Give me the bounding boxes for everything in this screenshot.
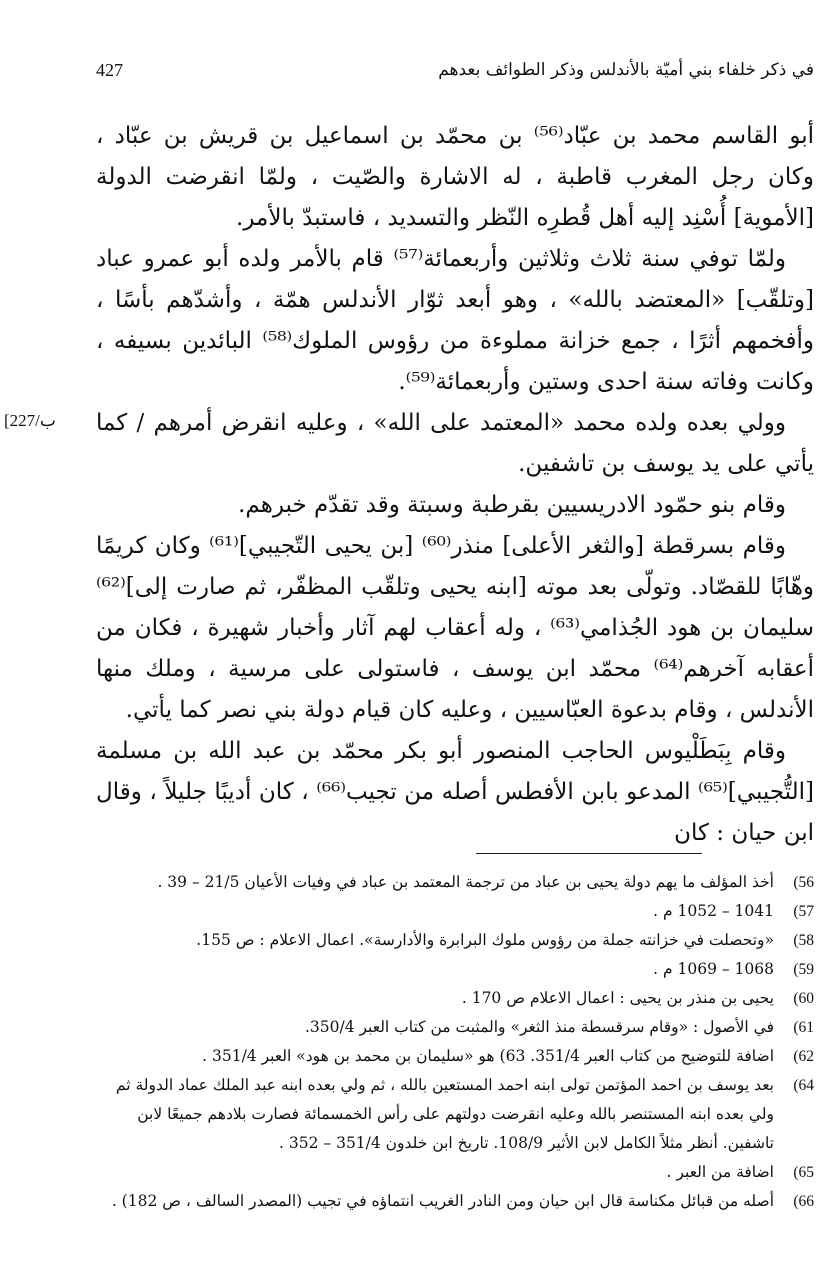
footnote-text: أصله من قبائل مكناسة قال ابن حيان ومن النادر الغريب انتماؤه في تجيب (المصدر السالف ، ص 182) . xyxy=(111,1192,774,1210)
paragraph: أبو القاسم محمد بن عبّاد⁽⁵⁶⁾ بن محمّد بن اسماعيل بن قريش بن عبّاد ، وكان رجل المغرب قاطبة ، له الاشارة والصّيت ، ولمّا انقرضت الدولة [الأموية] أُسْنِد إليه أهل قُطرِه النّظر والتسديد ، فاستبدّ بالأمر. xyxy=(96,123,814,231)
footnote-text: اضافة من العبر . xyxy=(666,1163,774,1181)
folio-margin-note: [227/ب xyxy=(4,411,56,430)
paragraph: وقام بِبَطَلْيوس الحاجب المنصور أبو بكر محمّد بن عبد الله بن مسلمة [التُّجيبي]⁽⁶⁵⁾ المدعو بابن الأفطس أصله من تجيب⁽⁶⁶⁾ ، كان أديبًا جليلاً ، وقال ابن حيان : كان xyxy=(96,738,814,846)
footnote-text: اضافة للتوضيح من كتاب العبر 351/4. 63) هو «سليمان بن محمد بن هود» العبر 351/4 . xyxy=(202,1047,774,1065)
footnote xyxy=(96,926,814,955)
footnote-number: 56) xyxy=(793,874,814,891)
main-text xyxy=(96,116,814,854)
footnote-text: يحيى بن منذر بن يحيى : اعمال الاعلام ص 170 . xyxy=(461,989,774,1007)
paragraph: ولمّا توفي سنة ثلاث وثلاثين وأربعمائة⁽⁵⁷⁾ قام بالأمر ولده أبو عمرو عباد [وتلقّب] «المعتضد بالله» ، وهو أبعد ثوّار الأندلس همّة ، وأشدّهم بأسًا ، وأفخمهم أثرًا ، جمع خزانة مملوءة من رؤوس الملوك⁽⁵⁸⁾ البائدين بسيفه ، وكانت وفاته سنة احدى وستين وأربعمائة⁽⁵⁹⁾. xyxy=(96,246,814,395)
footnote xyxy=(96,1042,814,1071)
footnote xyxy=(96,1187,814,1216)
running-title: في ذكر خلفاء بني أميّة بالأندلس وذكر الطوائف بعدهم xyxy=(438,60,814,80)
page-header xyxy=(96,52,814,88)
footnote-number: 64) xyxy=(793,1077,814,1094)
footnote-number: 61) xyxy=(793,1019,814,1036)
paragraph: وقام بنو حمّود الادريسيين بقرطبة وسبتة وقد تقدّم خبرهم. xyxy=(238,492,786,518)
footnote-number: 60) xyxy=(793,990,814,1007)
footnote xyxy=(96,1071,814,1158)
footnote xyxy=(96,868,814,897)
footnote-number: 57) xyxy=(793,903,814,920)
footnote-separator xyxy=(476,853,702,854)
footnote-text: «وتحصلت في خزانته جملة من رؤوس ملوك البرابرة والأدارسة». اعمال الاعلام : ص 155. xyxy=(196,931,774,949)
footnote-number: 66) xyxy=(793,1193,814,1210)
footnote-number: 65) xyxy=(793,1164,814,1181)
footnote xyxy=(96,1158,814,1187)
footnote-text: 1041 – 1052 م . xyxy=(653,902,774,920)
footnote-text: في الأصول : «وقام سرقسطة منذ الثغر» والمثبت من كتاب العبر 350/4. xyxy=(304,1018,774,1036)
paragraph: وقام بسرقطة [والثغر الأعلى] منذر⁽⁶⁰⁾ [بن يحيى التّجيبي]⁽⁶¹⁾ وكان كريمًا وهّابًا للقصّاد. وتولّى بعد موته [ابنه يحيى وتلقّب المظفّر، ثم صارت إلى]⁽⁶²⁾ سليمان بن هود الجُذامي⁽⁶³⁾ ، وله أعقاب لهم آثار وأخبار شهيرة ، فكان من أعقابه آخرهم⁽⁶⁴⁾ محمّد ابن يوسف ، فاستولى على مرسية ، وملك منها الأندلس ، وقام بدعوة العبّاسيين ، وعليه كان قيام دولة بني نصر كما يأتي. xyxy=(96,533,815,723)
footnote-text: بعد يوسف بن احمد المؤتمن تولى ابنه احمد المستعين بالله ، ثم ولي بعده ابنه عبد الملك عماد الدولة ثم ولي بعده ابنه المستنصر بالله وعليه انقرضت دولتهم على رأس الخمسمائة فصارت بلادهم جميعًا لابن تاشفين. أنظر مثلاً الكامل لابن الأثير 108/9. تاريخ ابن خلدون 351/4 – 352 . xyxy=(115,1076,774,1152)
footnote-number: 58) xyxy=(793,932,814,949)
footnote-text: 1068 – 1069 م . xyxy=(653,960,774,978)
footnote xyxy=(96,897,814,926)
footnotes xyxy=(96,868,814,1216)
footnote-text: أخذ المؤلف ما يهم دولة يحيى بن عباد من ترجمة المعتمد بن عباد في وفيات الأعيان 21/5 – 39 . xyxy=(157,873,774,891)
footnote-number: 62) xyxy=(793,1048,814,1065)
footnote-number: 59) xyxy=(793,961,814,978)
footnote xyxy=(96,984,814,1013)
footnote xyxy=(96,955,814,984)
paragraph: وولي بعده ولده محمد «المعتمد على الله» ، وعليه انقرض أمرهم / كما يأتي على يد يوسف بن تاشفين. xyxy=(96,410,814,477)
footnote xyxy=(96,1013,814,1042)
page-number: 427 xyxy=(96,59,123,80)
